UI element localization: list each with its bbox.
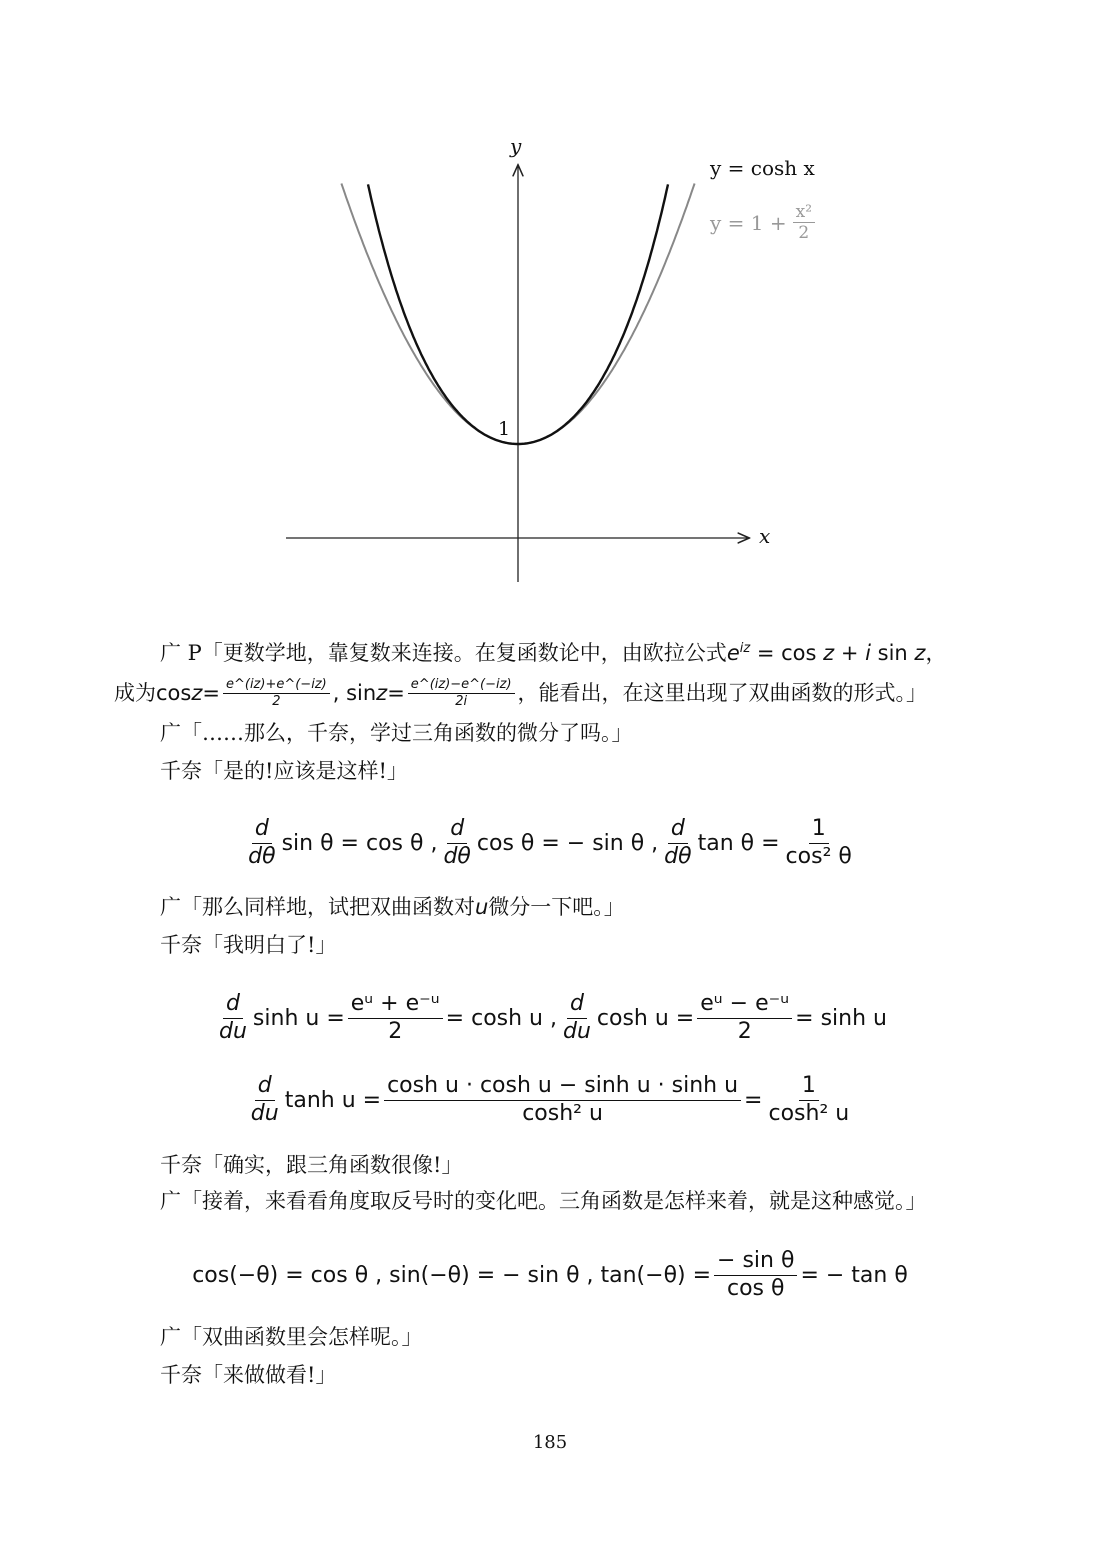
eq2-d2: d	[567, 991, 587, 1018]
eq3-one: 1	[799, 1073, 819, 1100]
eq3-den: cosh² u	[522, 1100, 603, 1126]
eq1-dth1: dθ	[248, 843, 276, 869]
eq1-cos2: cos² θ	[785, 843, 852, 869]
approx-label-fraction	[793, 202, 815, 244]
euler-plus: +	[834, 641, 866, 665]
eq2-cosh-fraction	[697, 991, 792, 1045]
line-2: 广「……那么，千奈，学过三角函数的微分了吗。」	[160, 721, 633, 745]
page-number: 185	[532, 1432, 568, 1453]
eq1-part-a: sin θ = cos θ ,	[281, 830, 438, 856]
eq2-f1-den: 2	[388, 1018, 403, 1044]
eq3-num: cosh u · cosh u − sinh u · sinh u	[384, 1073, 741, 1100]
line-5: 千奈「我明白了!」	[160, 933, 337, 957]
eq2-part-a2: = cosh u ,	[445, 1005, 557, 1031]
para-1-comma: ，	[925, 641, 947, 665]
eq1-d3: d	[668, 816, 688, 843]
eq3-dd	[248, 1073, 282, 1127]
eq2-du2: du	[562, 1018, 591, 1044]
euler-exp: iz	[739, 641, 751, 656]
cos-def-cos: cos	[156, 681, 192, 705]
intercept-label: 1	[498, 418, 511, 440]
cos-def-z: z	[191, 681, 203, 705]
eq3-part-a: tanh u =	[284, 1087, 382, 1113]
sin-def-eq: =	[387, 681, 405, 705]
eq2-f2-num: eᵘ − e⁻ᵘ	[697, 991, 792, 1018]
sin-def-fraction	[408, 677, 515, 709]
sin-def-num: e^(iz)−e^(−iz)	[408, 677, 515, 694]
line-3: 千奈「是的!应该是这样!」	[160, 759, 408, 783]
cosh-graph-figure	[276, 130, 836, 600]
eq1-part-c: tan θ =	[697, 830, 780, 856]
para-1-line-b	[114, 670, 927, 716]
line-6: 千奈「确实，跟三角函数很像!」	[160, 1153, 463, 1177]
approx-label-den: 2	[798, 223, 810, 244]
eq1-one: 1	[809, 816, 829, 843]
euler-e: e	[726, 641, 740, 665]
para-1-text: 广 P「更数学地，靠复数来连接。在复函数论中，由欧拉公式	[160, 641, 727, 665]
eq2-f1-num: eᵘ + e⁻ᵘ	[348, 991, 443, 1018]
eq3-cosh2: cosh² u	[768, 1100, 850, 1126]
approx-curve-label	[710, 202, 818, 244]
line-4-pre: 广「那么同样地，试把双曲函数对	[160, 895, 475, 919]
eq3-result-fraction	[765, 1073, 852, 1127]
eq4-part-a: cos(−θ) = cos θ , sin(−θ) = − sin θ , tan(−θ) =	[192, 1262, 712, 1288]
sin-def-z: z	[376, 681, 388, 705]
equation-hyperbolic-derivatives	[0, 984, 1100, 1052]
eq1-dth3: dθ	[664, 843, 692, 869]
eq1-d1: d	[252, 816, 272, 843]
eq2-d1: d	[223, 991, 243, 1018]
line-4-u: u	[475, 895, 489, 919]
eq2-part-b: cosh u =	[596, 1005, 695, 1031]
eq2-dd-1	[216, 991, 250, 1045]
para-1b-suffix: ，能看出，在这里出现了双曲函数的形式。」	[517, 681, 928, 705]
euler-z1: z	[823, 641, 835, 665]
equation-tanh-derivative	[0, 1066, 1100, 1134]
approx-label-left: y = 1 +	[710, 210, 787, 235]
sin-def-sin: , sin	[332, 681, 377, 705]
eq1-dd-3	[661, 816, 694, 870]
line-9: 千奈「来做做看!」	[160, 1363, 337, 1387]
approx-label-num: x²	[793, 202, 815, 223]
eq1-tan-fraction	[783, 816, 855, 870]
euler-i: i	[865, 641, 871, 665]
eq1-part-b: cos θ = − sin θ ,	[476, 830, 659, 856]
eq4-den: cos θ	[727, 1275, 785, 1301]
line-4	[160, 892, 625, 922]
eq4-part-b: = − tan θ	[800, 1262, 908, 1288]
eq2-sinh-fraction	[348, 991, 443, 1045]
para-1b-prefix: 成为	[114, 681, 156, 705]
eq2-part-b2: = sinh u	[795, 1005, 887, 1031]
eq2-du1: du	[219, 1018, 247, 1044]
cosh-curve-label: y = cosh x	[710, 156, 815, 180]
eq3-du: du	[250, 1100, 279, 1126]
cos-def-num: e^(iz)+e^(−iz)	[223, 677, 330, 694]
sin-def-den: 2i	[455, 693, 468, 709]
eq2-part-a: sinh u =	[252, 1005, 345, 1031]
equation-trig-parity	[0, 1242, 1100, 1308]
x-axis-label: x	[759, 524, 771, 548]
eq3-equals: =	[744, 1087, 763, 1113]
line-7: 广「接着，来看看角度取反号时的变化吧。三角函数是怎样来着，就是这种感觉。」	[160, 1189, 927, 1213]
y-axis-label: y	[510, 134, 522, 158]
eq4-tan-fraction	[714, 1248, 797, 1302]
line-8: 广「双曲函数里会怎样呢。」	[160, 1325, 423, 1349]
eq1-d2: d	[447, 816, 467, 843]
cos-def-eq: =	[202, 681, 220, 705]
cos-def-fraction	[223, 677, 330, 709]
equation-trig-derivatives	[0, 810, 1100, 876]
euler-cos: = cos	[750, 641, 824, 665]
para-1-line-a	[160, 634, 946, 668]
euler-sin: sin	[870, 641, 915, 665]
line-4-post: 微分一下吧。」	[488, 895, 625, 919]
eq1-dd-1	[245, 816, 278, 870]
cos-def-den: 2	[272, 693, 281, 709]
eq3-quotient-fraction	[384, 1073, 741, 1127]
eq1-dd-2	[440, 816, 473, 870]
graph-svg	[276, 130, 836, 600]
eq1-dth2: dθ	[443, 843, 471, 869]
euler-z2: z	[914, 641, 926, 665]
eq3-d: d	[255, 1073, 275, 1100]
eq2-f2-den: 2	[737, 1018, 752, 1044]
eq4-num: − sin θ	[714, 1248, 797, 1275]
eq2-dd-2	[560, 991, 594, 1045]
